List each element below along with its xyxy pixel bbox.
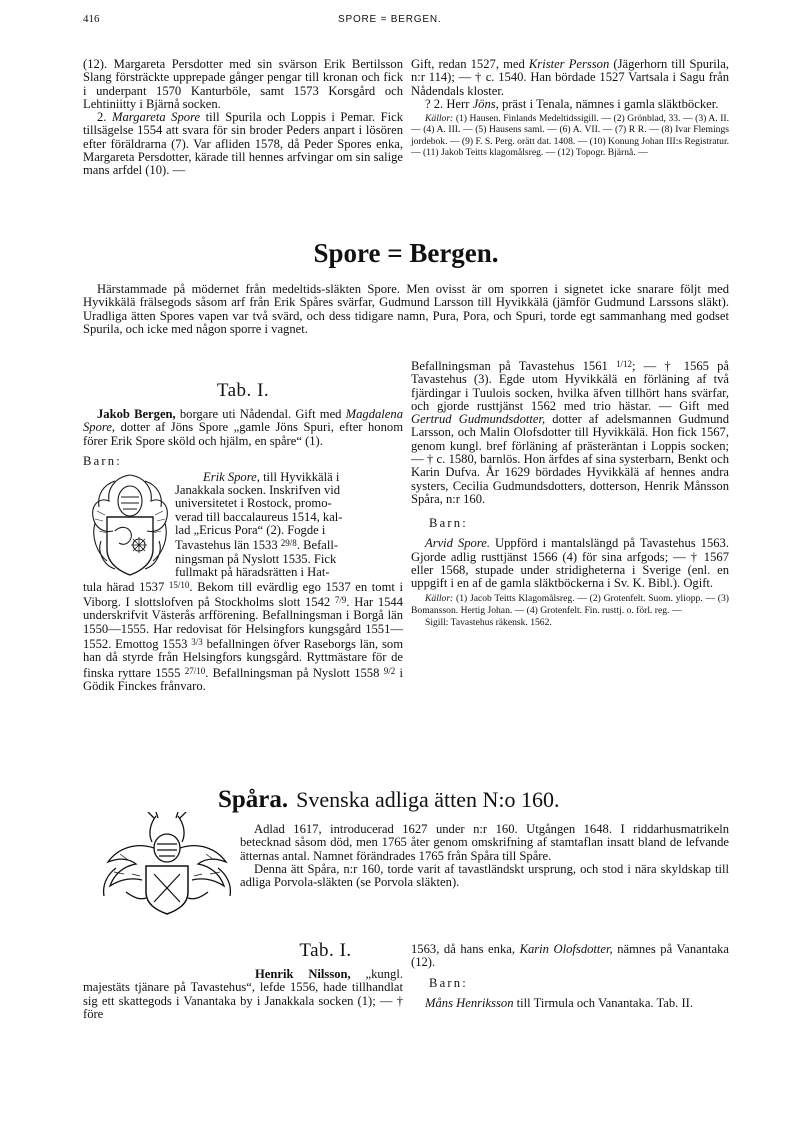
erik-text-narrow: Erik Spore, till Hyvikkälä i Janakkala socken. Inskrifven vid universitetet i Rostock, promo- verad till baccalaureus 1514, kal- lad „Ericus Pora“ (2). Fogde i Tavastehus län 1533 $^{29/8}$. Befall- ningsman på Nyslott 1535. Fick fullmakt på häradsrätten i Hat- [175,469,343,579]
person-name: Måns Henriksson [425,995,514,1010]
paragraph-jakob-bergen: Jakob Bergen, borgare uti Nådendal. Gift med Magdalena Spore, dotter af Jöns Spore „gamle Jöns Spuri, efter honom förer Erik Spore sköld och hjälm, en spåre“ (1). [83,407,403,448]
page-number: 416 [83,13,100,25]
tab-heading-spara: Tab. I. [299,940,352,961]
person-name: Gertrud Gudmundsdotter, [411,412,546,427]
paragraph-origin: Denna ätt Spåra, n:r 160, torde varit af tavastländskt ursprung, och stod i nära skyldskap till adliga Porvola-släkten (se Porvola släkten). [240,861,729,890]
paragraph-karin-olofsdotter: 1563, då hans enka, Karin Olofsdotter, nämnes på Vanantaka (12). [411,942,729,970]
person-name: Jakob Bergen, [97,407,176,421]
sigill-note: Sigill: Tavastehus räkensk. 1562. [425,616,552,628]
top-left-column [83,58,403,178]
coat-of-arms-spore-icon [85,471,175,581]
top-right-column [411,58,729,158]
barn-label-2: Barn: [429,516,468,531]
person-name: Karin Olofsdotter, [519,942,613,956]
spara-intro [240,823,729,889]
person-name: Jöns, [472,96,499,111]
paragraph-arvid-spore: Arvid Spore. Uppförd i mantalslängd på Tavastehus 1563. Gjorde adlig rusttjänst 1566 (4) för sina arfgods; — † 1567 eller 1568, stupade under stridigheterna i Sverige (enl. en uppgift i en af de gamla släktböckerna i Sv. K. Bibl.). Ogift. [411,536,729,591]
sources-top: Källor: (1) Hausen. Finlands Medeltidssigill. — (2) Grönblad, 33. — (3) A. II. — (4) A. III. — (5) Hausens saml. — (6) A. VII. — (7) R R. — (8) Ivar Flemings jordebok. — (9) F. S. Perg. orätt dat. 1408. — (10) Konung Johan III:s Registratur. — (11) Jakob Teitts klagomålsreg. — (12) Topogr. Bjärnå. — [411,113,730,158]
spara-left-column [83,968,403,1021]
paragraph-erik-continued: Befallningsman på Tavastehus 1561 $^{1/12}$; — † 1565 på Tavastehus (3). Egde utom Hyvikkälä en förläning af två fjärdingar i Tuulois socken, hvilka äfven tillhört hans svärfar, och gjorde rusttjänst 1562 med trio hästar. — Gift med Gertrud Gudmundsdotter, dotter af adelsmannen Gudmund Larsson, och Malin Olofsdotter till Hyvikkälä. Hon fick 1567, genom kungl. bref förläning af prästeräntan i Loppis socken; — † c. 1580, barnlös. Hon ärfdes af sina systerbarn, Benkt och Karin Dufva. År 1629 bördades Hyvikkälä af hennes andra systers, Cecilia Gudmundsdotters, dotterson, Henrik Månsson Spåra, n:r 160. [411,359,729,506]
person-name: Henrik Nilsson, [255,967,351,981]
paragraph-jons: ? 2. Herr Jöns, präst i Tenala, nämnes i gamla släktböcker. [425,96,719,111]
paragraph-adlad: Adlad 1617, introducerad 1627 under n:r 160. Utgången 1648. I riddarhusmatrikeln betecknad såsom död, men 1765 åter genom omskrifning af stamtaflan insatt bland de lefvande ätternas antal. Namnet förändrades 1765 från Spåra till Spåre. [240,822,729,863]
person-name: Margareta Spore [112,110,201,125]
person-name: Magdalena Spore, [83,407,403,435]
spore-right-column [411,358,729,628]
section-title-spara: Spåra. Svenska adliga ätten N:o 160. [218,786,560,813]
barn-label: Barn: [83,453,122,468]
sources-spore: Källor: (1) Jacob Teitts Klagomålsreg. — (2) Grotenfelt. Suom. yliopp. — (3) Bomansson. Hertig Johan. — (4) Grotenfelt. Fin. rusttj. o. förl. reg. — [411,593,729,616]
paragraph-krister-persson: Gift, redan 1527, med Krister Persson (Jägerhorn till Spurila, n:r 114); — † c. 1540. Han bördade 1527 Vartsala i Sagu från Nådendals kloster. [411,57,729,98]
erik-block [83,471,403,584]
paragraph-margareta-persdotter: (12). Margareta Persdotter med sin svärson Erik Bertilsson Slang försträckte upprepade gånger pengar till kronan och fick i underpant 1570 Kanturböle, samt 1573 Korsgård och Lehtiniitty i Bjärnå socken. [83,57,403,111]
spore-intro: Härstammade på mödernet från medeltids-släkten Spore. Men ovisst är om sporren i signetet icke snarare följt med Hyvikkälä frälsegods såsom arf från Erik Spåres svärfar, Gudmund Larsson till Hyvikkälä (jämför Gudmund Larssons släkt). Uradliga ätten Spores vapen var två svärd, och dess tidigare namn, Pura, Pora, och Spuri, torde egt sammanhang med godset Spurila, och icke med någon sporre i vagnet. [83,282,729,336]
running-title: SPORE = BERGEN. [338,14,442,25]
coat-of-arms-spara-icon [96,812,238,916]
paragraph-henrik-nilsson: Henrik Nilsson, „kungl. majestäts tjänare på Tavastehus“, lefde 1556, hade tillhandlat sig ett skattegods i Vanantaka by i Janakkala socken (1); — † före [83,967,403,1021]
paragraph-margareta-spore: 2. Margareta Spore till Spurila och Loppis i Pemar. Fick tillsägelse 1554 att svara för sin broder Peders anpart i lösören efter föräldrarna (7). Var afliden 1578, då Peder Spores enka, Margareta Persdotter, kärade till hennes arfvingar om sin salige mans arfdel (10). — [83,110,404,178]
person-name: Krister Persson [528,57,610,71]
section-title-spore-bergen: Spore = Bergen. [313,238,499,268]
person-name: Arvid Spore. [425,536,491,551]
erik-text-wide: tula härad 1537 $^{15/10}$. Bekom till evärdlig ego 1537 en tomt i Viborg. I slottslofven på Stockholms slott 1542 $^{7/9}$. Har 1544 underskrifvit Västerås arfförening. Befallningsman i Borgå län 1550—1555. Har redovisat för Helsingfors kungsgård 1551—1552. Emottog 1553 $^{3/3}$ befallningen öfver Raseborgs län, som han då styrde från Helsingfors kungsgård. Ryttmästare för de finska ryttare 1555 $^{27/10}$. Befallningsman på Nyslott 1558 $^{9/2}$ i Gödik Finckes frånvaro. [83,579,404,693]
barn-label-3: Barn: [429,975,468,990]
page-header [83,13,792,29]
spore-left-column [83,380,403,693]
person-name: Erik Spore, [203,469,260,484]
paragraph-mans-henriksson: Måns Henriksson till Tirmula och Vanantaka. Tab. II. [425,995,694,1010]
tab-heading-spore: Tab. I. [216,380,270,401]
spara-right-column [411,943,729,1010]
